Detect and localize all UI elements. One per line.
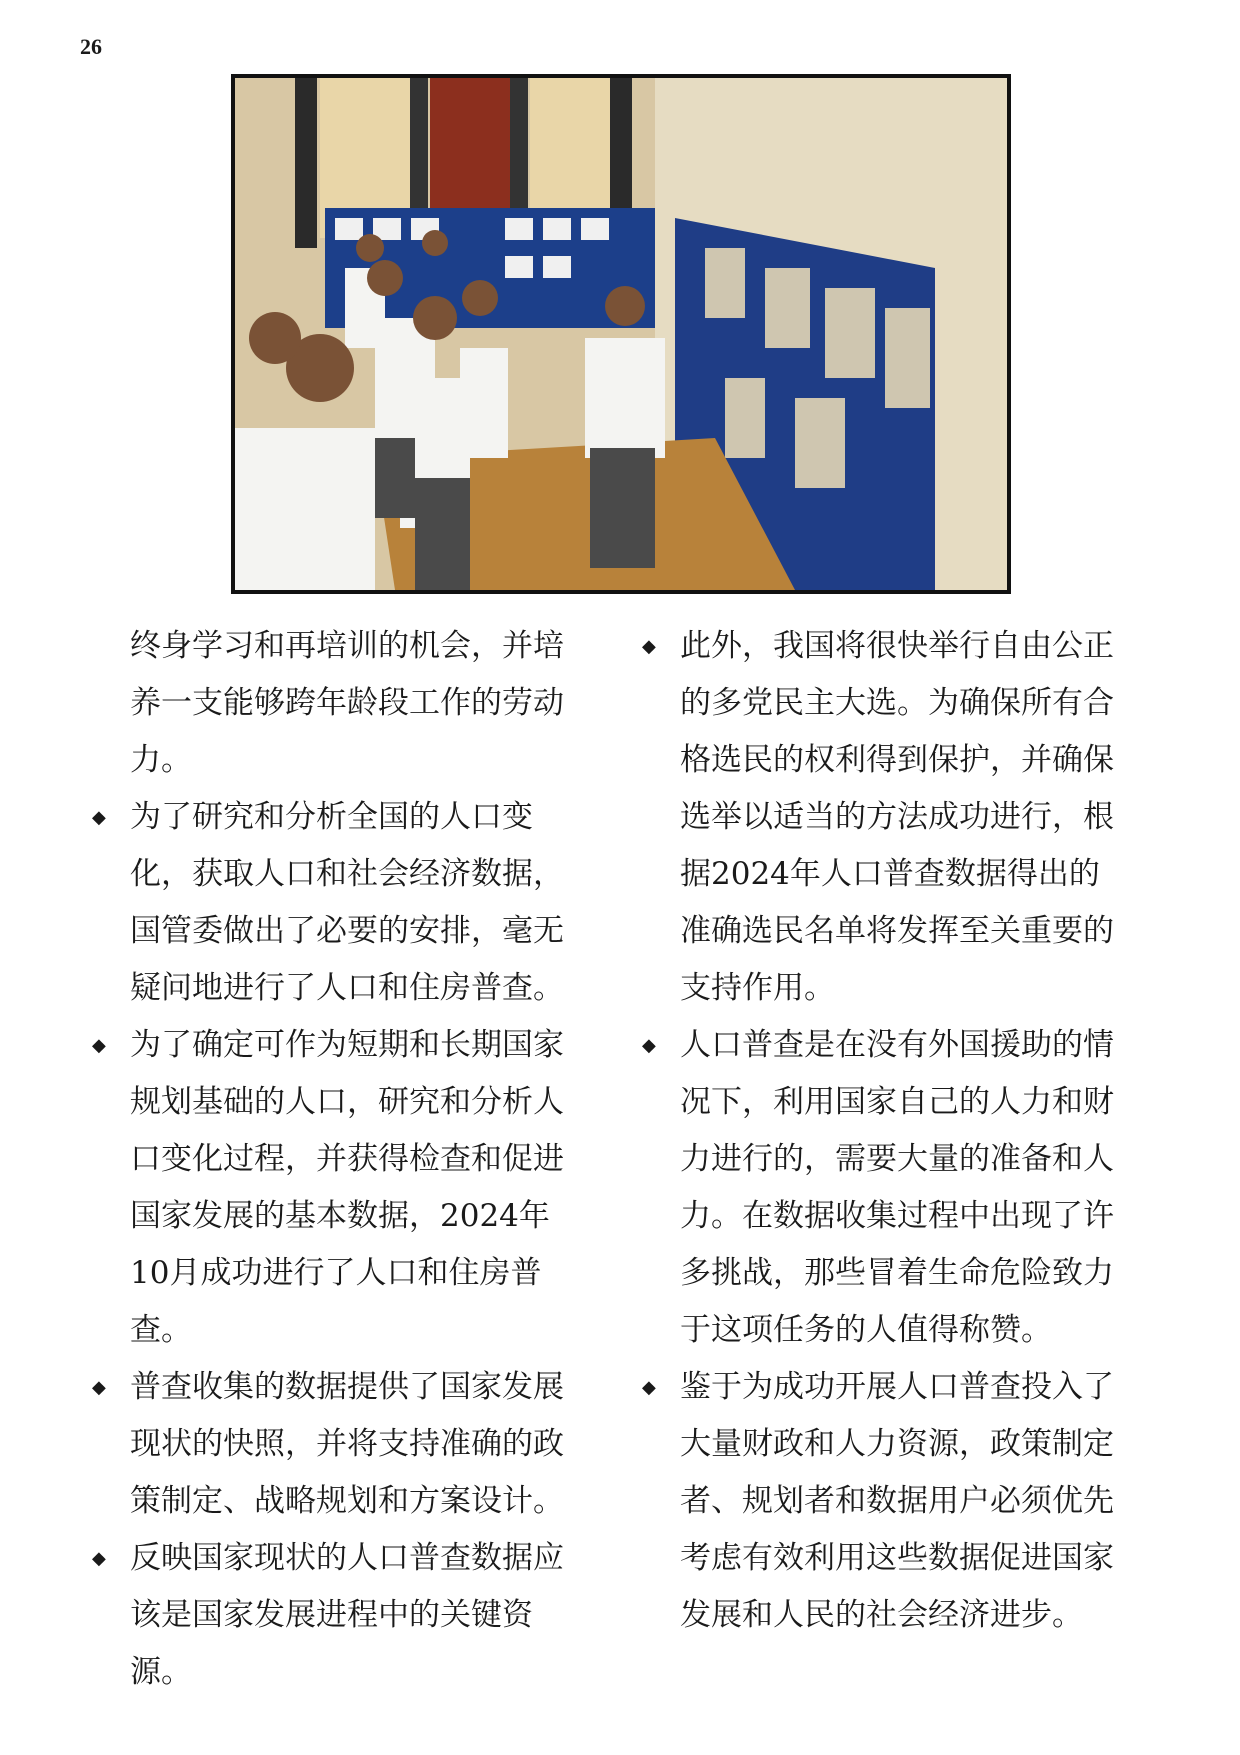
bullet-paragraph: [92, 1017, 572, 1359]
bullet-paragraph: [642, 1359, 1122, 1644]
paragraph: [92, 618, 572, 789]
bullet-paragraph: [92, 1359, 572, 1530]
right-column: [642, 618, 1122, 1644]
bullet-paragraph: [92, 1530, 572, 1701]
bullet-paragraph: [642, 1017, 1122, 1359]
paragraph-text: 人口普查是在没有外国援助的情况下，利用国家自己的人力和财力进行的，需要大量的准备和人力。在数据收集过程中出现了许多挑战，那些冒着生命危险致力于这项任务的人值得称赞。: [680, 1027, 1114, 1348]
paragraph-text: 反映国家现状的人口普查数据应该是国家发展进程中的关键资源。: [130, 1540, 564, 1690]
paragraph-text: 终身学习和再培训的机会，并培养一支能够跨年龄段工作的劳动力。: [130, 628, 564, 778]
bullet-icon: ◆: [642, 1377, 656, 1398]
bullet-paragraph: [642, 618, 1122, 1017]
exhibition-photo: [231, 74, 1011, 594]
paragraph-text: 为了确定可作为短期和长期国家规划基础的人口，研究和分析人口变化过程，并获得检查和促进国家发展的基本数据，2024年10月成功进行了人口和住房普查。: [130, 1027, 564, 1348]
paragraph-text: 为了研究和分析全国的人口变化，获取人口和社会经济数据，国管委做出了必要的安排，毫无疑问地进行了人口和住房普查。: [130, 799, 564, 1006]
bullet-icon: ◆: [642, 636, 656, 657]
bullet-paragraph: [92, 789, 572, 1017]
paragraph-text: 普查收集的数据提供了国家发展现状的快照，并将支持准确的政策制定、战略规划和方案设计。: [130, 1369, 564, 1519]
bullet-icon: ◆: [92, 807, 106, 828]
bullet-icon: ◆: [642, 1035, 656, 1056]
bullet-icon: ◆: [92, 1377, 106, 1398]
page-number: 26: [80, 34, 102, 59]
bullet-icon: ◆: [92, 1035, 106, 1056]
paragraph-text: 鉴于为成功开展人口普查投入了大量财政和人力资源，政策制定者、规划者和数据用户必须优先考虑有效利用这些数据促进国家发展和人民的社会经济进步。: [680, 1369, 1114, 1633]
left-column: [92, 618, 572, 1701]
bullet-icon: ◆: [92, 1548, 106, 1569]
paragraph-text: 此外，我国将很快举行自由公正的多党民主大选。为确保所有合格选民的权利得到保护，并确保选举以适当的方法成功进行，根据2024年人口普查数据得出的准确选民名单将发挥至关重要的支持作用。: [680, 628, 1114, 1006]
